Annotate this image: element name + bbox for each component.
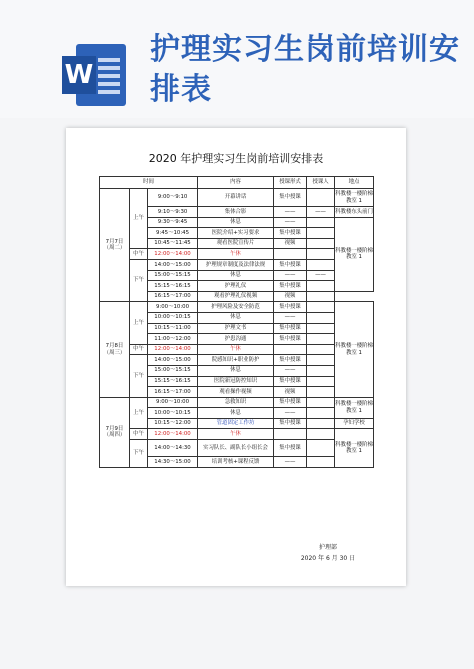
word-logo-letter: W bbox=[62, 56, 96, 94]
lecturer-cell bbox=[307, 334, 335, 345]
format-cell bbox=[274, 249, 307, 260]
format-cell: 集中授课 bbox=[274, 397, 307, 408]
format-cell: 视频 bbox=[274, 387, 307, 398]
location-cell: 科教楼一楼阶梯教室 1 bbox=[335, 429, 374, 467]
content-cell: 医院介绍+实习要求 bbox=[198, 228, 274, 239]
column-header-format: 授课形式 bbox=[274, 177, 307, 189]
table-row bbox=[100, 429, 374, 440]
location-cell: 科教楼一楼阶梯教室 1 bbox=[335, 217, 374, 291]
schedule-table bbox=[99, 176, 374, 468]
lecturer-cell bbox=[307, 281, 335, 292]
time-cell: 15:15～16:15 bbox=[148, 376, 198, 387]
time-cell: 10:15～12:00 bbox=[148, 418, 198, 429]
day-cell: 7月9日 （周四） bbox=[100, 397, 130, 467]
lecturer-cell bbox=[307, 355, 335, 366]
time-cell: 10:00～10:15 bbox=[148, 312, 198, 323]
lecturer-cell bbox=[307, 408, 335, 419]
time-cell: 9:30～9:45 bbox=[148, 217, 198, 228]
lecturer-cell bbox=[307, 249, 335, 260]
table-header-row bbox=[100, 177, 374, 189]
document-sheet bbox=[66, 128, 406, 586]
format-cell: 集中授课 bbox=[274, 189, 307, 207]
format-cell: —— bbox=[274, 217, 307, 228]
content-cell: 护患沟通 bbox=[198, 334, 274, 345]
lecturer-cell bbox=[307, 259, 335, 270]
time-cell: 12:00～14:00 bbox=[148, 344, 198, 355]
lecturer-cell bbox=[307, 365, 335, 376]
content-cell: 观看护理礼仪视频 bbox=[198, 291, 274, 302]
table-row bbox=[100, 355, 374, 366]
period-cell: 下午 bbox=[130, 259, 148, 301]
format-cell: 集中授课 bbox=[274, 281, 307, 292]
period-cell: 中午 bbox=[130, 249, 148, 260]
format-cell: —— bbox=[274, 207, 307, 218]
content-cell: 休息 bbox=[198, 312, 274, 323]
lecturer-cell bbox=[307, 457, 335, 468]
format-cell bbox=[274, 429, 307, 440]
time-cell: 11:00～12:00 bbox=[148, 334, 198, 345]
format-cell: 集中授课 bbox=[274, 376, 307, 387]
content-cell: 急救知识 bbox=[198, 397, 274, 408]
header-banner bbox=[0, 0, 474, 118]
column-header-location: 地点 bbox=[335, 177, 374, 189]
period-cell: 上午 bbox=[130, 189, 148, 249]
content-cell: 院感知识+职业防护 bbox=[198, 355, 274, 366]
time-cell: 10:15～11:00 bbox=[148, 323, 198, 334]
banner-title: 护理实习生岗前培训安排表 bbox=[150, 32, 460, 107]
time-cell: 9:10～9:30 bbox=[148, 207, 198, 218]
period-cell: 下午 bbox=[130, 440, 148, 468]
time-cell: 10:00～10:15 bbox=[148, 408, 198, 419]
content-cell: 休息 bbox=[198, 217, 274, 228]
table-row bbox=[100, 397, 374, 408]
format-cell: 集中授课 bbox=[274, 355, 307, 366]
footer-date: 2020 年 6 月 30 日 bbox=[300, 555, 356, 562]
content-cell: 午休 bbox=[198, 429, 274, 440]
lecturer-cell bbox=[307, 228, 335, 239]
period-cell: 中午 bbox=[130, 344, 148, 355]
content-cell: 护理文书 bbox=[198, 323, 274, 334]
lecturer-cell: —— bbox=[307, 270, 335, 281]
format-cell: 集中授课 bbox=[274, 228, 307, 239]
content-cell: 护理规章制度及法律法规 bbox=[198, 259, 274, 270]
document-title: 2020 年护理实习生岗前培训安排表 bbox=[148, 152, 324, 165]
day-cell: 7月7日 （周二） bbox=[100, 189, 130, 302]
lecturer-cell bbox=[307, 397, 335, 408]
content-cell: 休息 bbox=[198, 270, 274, 281]
time-cell: 9:00～10:00 bbox=[148, 302, 198, 313]
content-cell: 医院新冠防控知识 bbox=[198, 376, 274, 387]
format-cell: 集中授课 bbox=[274, 323, 307, 334]
content-cell: 实习队长、副队长小组长会 bbox=[198, 440, 274, 457]
content-cell: 休息 bbox=[198, 365, 274, 376]
table-row bbox=[100, 249, 374, 260]
time-cell: 14:00～14:30 bbox=[148, 440, 198, 457]
lecturer-cell bbox=[307, 344, 335, 355]
content-cell: 午休 bbox=[198, 249, 274, 260]
table-row bbox=[100, 344, 374, 355]
content-cell: 集体合影 bbox=[198, 207, 274, 218]
period-cell: 下午 bbox=[130, 355, 148, 397]
content-cell: 观看操作视频 bbox=[198, 387, 274, 398]
lecturer-cell bbox=[307, 189, 335, 207]
lecturer-cell bbox=[307, 291, 335, 302]
lecturer-cell bbox=[307, 376, 335, 387]
lecturer-cell bbox=[307, 323, 335, 334]
content-cell: 护理风险及安全防范 bbox=[198, 302, 274, 313]
time-cell: 15:00～15:15 bbox=[148, 365, 198, 376]
lecturer-cell bbox=[307, 238, 335, 249]
time-cell: 14:30～15:00 bbox=[148, 457, 198, 468]
time-cell: 9:00～9:10 bbox=[148, 189, 198, 207]
location-cell: 科教楼一楼阶梯教室 1 bbox=[335, 189, 374, 207]
content-cell: 管道固定工作坊 bbox=[198, 418, 274, 429]
format-cell: —— bbox=[274, 312, 307, 323]
format-cell: 集中授课 bbox=[274, 259, 307, 270]
lecturer-cell bbox=[307, 440, 335, 457]
lecturer-cell: —— bbox=[307, 207, 335, 218]
format-cell: 视频 bbox=[274, 238, 307, 249]
column-header-content: 内容 bbox=[198, 177, 274, 189]
format-cell: 集中授课 bbox=[274, 440, 307, 457]
location-cell: 科教楼一楼阶梯教室 1 bbox=[335, 302, 374, 397]
time-cell: 9:45～10:45 bbox=[148, 228, 198, 239]
location-cell: 科教楼东头前门 bbox=[335, 207, 374, 218]
period-cell: 中午 bbox=[130, 429, 148, 440]
time-cell: 15:15～16:15 bbox=[148, 281, 198, 292]
format-cell: 视频 bbox=[274, 291, 307, 302]
content-cell: 午休 bbox=[198, 344, 274, 355]
day-cell: 7月8日 （周三） bbox=[100, 302, 130, 397]
column-header-lecturer: 授课人 bbox=[307, 177, 335, 189]
time-cell: 16:15～17:00 bbox=[148, 387, 198, 398]
format-cell: 集中授课 bbox=[274, 418, 307, 429]
period-cell: 上午 bbox=[130, 397, 148, 429]
format-cell bbox=[274, 344, 307, 355]
content-cell: 观看医院宣传片 bbox=[198, 238, 274, 249]
lecturer-cell bbox=[307, 217, 335, 228]
period-cell: 上午 bbox=[130, 302, 148, 344]
time-cell: 15:00～15:15 bbox=[148, 270, 198, 281]
lecturer-cell bbox=[307, 387, 335, 398]
column-header-time: 时间 bbox=[100, 177, 198, 189]
format-cell: 集中授课 bbox=[274, 334, 307, 345]
format-cell: —— bbox=[274, 270, 307, 281]
lecturer-cell bbox=[307, 312, 335, 323]
time-cell: 10:45～11:45 bbox=[148, 238, 198, 249]
format-cell: —— bbox=[274, 365, 307, 376]
table-row bbox=[100, 302, 374, 313]
time-cell: 12:00～14:00 bbox=[148, 249, 198, 260]
location-cell: 科教楼一楼阶梯教室 1 bbox=[335, 397, 374, 418]
time-cell: 16:15～17:00 bbox=[148, 291, 198, 302]
time-cell: 9:00～10:00 bbox=[148, 397, 198, 408]
content-cell: 开幕讲话 bbox=[198, 189, 274, 207]
content-cell: 护理礼仪 bbox=[198, 281, 274, 292]
table-row bbox=[100, 440, 374, 457]
word-document-icon bbox=[62, 42, 128, 108]
content-cell: 培训考核+课程反馈 bbox=[198, 457, 274, 468]
format-cell: 集中授课 bbox=[274, 302, 307, 313]
content-cell: 休息 bbox=[198, 408, 274, 419]
lecturer-cell bbox=[307, 418, 335, 429]
location-cell: 孕妇学校 bbox=[335, 418, 374, 429]
format-cell: —— bbox=[274, 457, 307, 468]
lecturer-cell bbox=[307, 302, 335, 313]
time-cell: 14:00～15:00 bbox=[148, 259, 198, 270]
footer-department: 护理部 bbox=[318, 544, 337, 551]
format-cell: —— bbox=[274, 408, 307, 419]
lecturer-cell bbox=[307, 429, 335, 440]
time-cell: 12:00～14:00 bbox=[148, 429, 198, 440]
time-cell: 14:00～15:00 bbox=[148, 355, 198, 366]
table-row bbox=[100, 259, 374, 270]
table-row bbox=[100, 189, 374, 207]
